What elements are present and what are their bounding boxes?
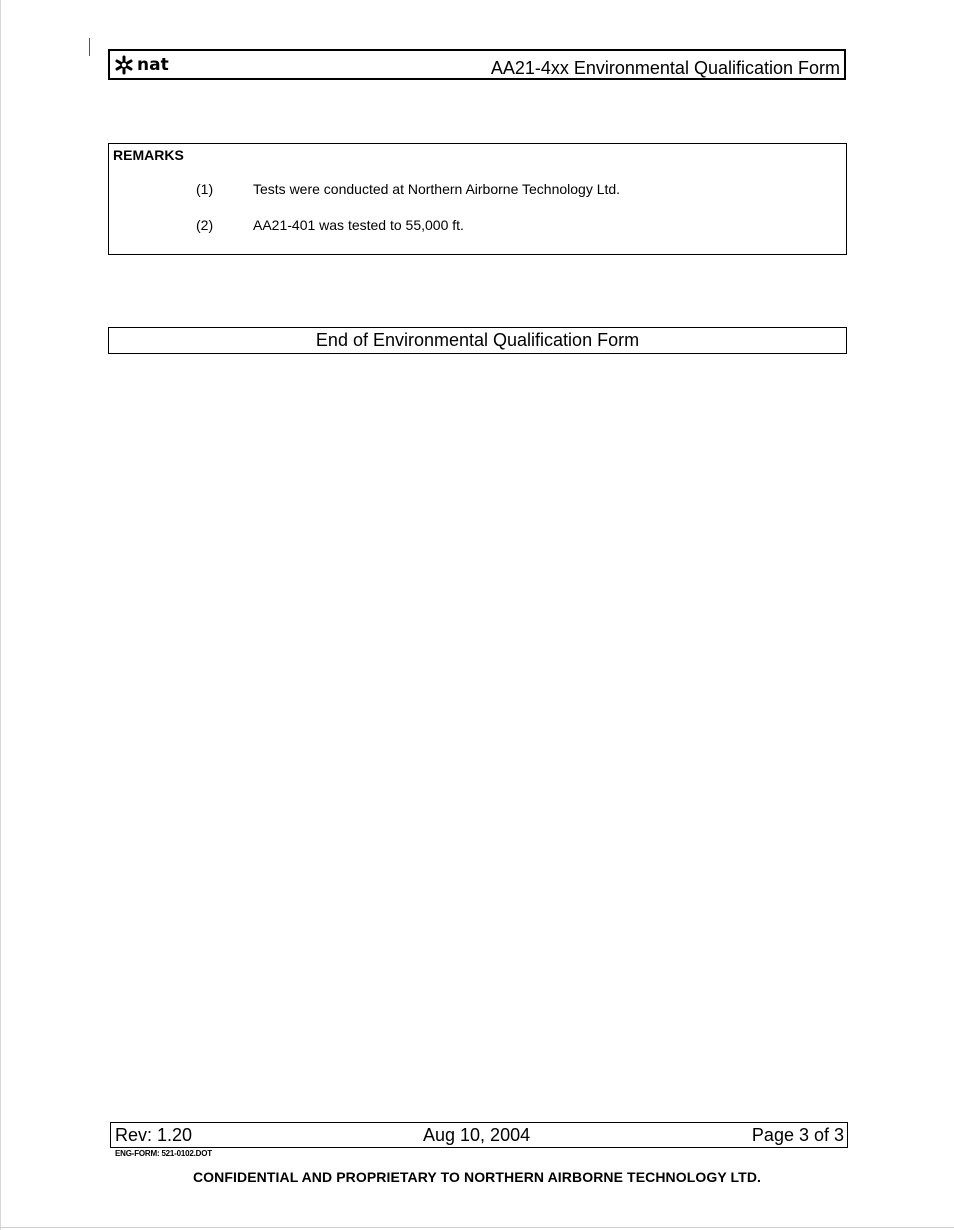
remark-number: (2)	[196, 217, 214, 233]
page-edge	[0, 1227, 954, 1228]
remarks-heading: REMARKS	[113, 147, 184, 163]
remark-text: Tests were conducted at Northern Airborne Technology Ltd.	[253, 181, 621, 197]
footer-box	[110, 1122, 848, 1148]
logo-text: nat	[137, 54, 169, 75]
page-edge	[0, 0, 1, 1230]
revision: Rev: 1.20	[115, 1125, 193, 1145]
confidential-notice: CONFIDENTIAL AND PROPRIETARY TO NORTHERN AIRBORNE TECHNOLOGY LTD.	[192, 1169, 762, 1185]
remark-text: AA21-401 was tested to 55,000 ft.	[253, 217, 464, 233]
end-of-form-banner: End of Environmental Qualification Form	[108, 327, 847, 354]
company-logo	[113, 53, 169, 77]
form-title: AA21-4xx Environmental Qualification Form	[490, 58, 840, 78]
header-box	[108, 49, 846, 80]
date: Aug 10, 2004	[423, 1125, 531, 1145]
page-number: Page 3 of 3	[751, 1125, 844, 1145]
remarks-section	[108, 143, 847, 255]
star-burst-icon	[113, 54, 135, 76]
form-id: ENG-FORM: 521-0102.DOT	[115, 1149, 212, 1158]
remark-number: (1)	[196, 181, 214, 197]
scan-mark	[89, 38, 90, 56]
